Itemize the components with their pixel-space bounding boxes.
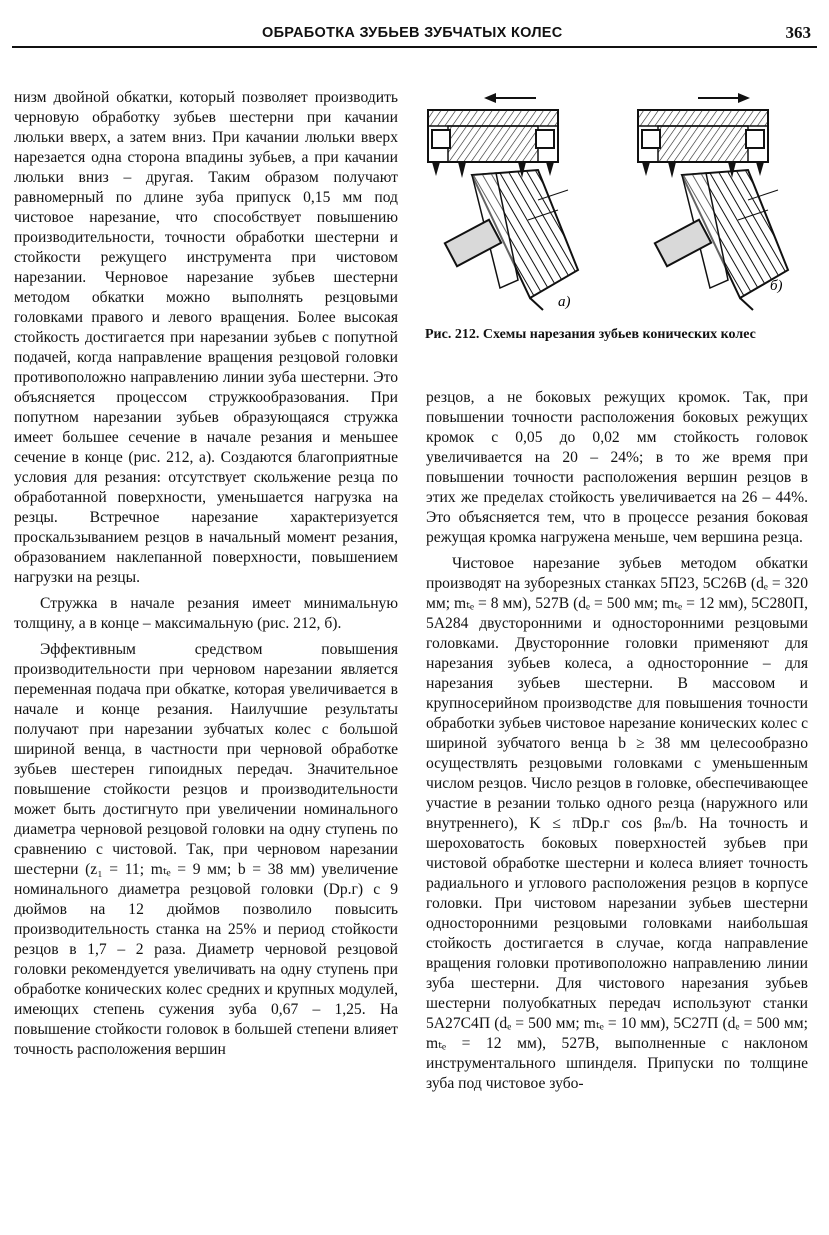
- scheme-a-label: а): [558, 294, 571, 310]
- page-header: [12, 22, 817, 48]
- paragraph: Чистовое нарезание зубьев методом обкатки производят на зуборезных станках 5П23, 5С26В (dₑ = 320 мм; mₜₑ = 8 мм), 527В (dₑ = 500 мм; mₜₑ = 12 мм), 5С280П, 5А284 двусторонними и односторонними резцовыми головками. Двусторонние головки применяют для нарезания зубьев колеса, а односторонние – для нарезания зубьев шестерни. В массовом и крупносерийном производстве для повышения точности обработки зубьев чистовое нарезание конических колес с шириной зубчатого венца b ≥ 38 мм целесообразно осуществлять резцовыми головками с уменьшенным числом резцов. Число резцов в головке, обеспечивающее участие в резании только одного резца (наружного или внутреннего), K ≤ πDр.г cos βₘ/b. На точность и шероховатость боковых поверхностей зубьев при чистовой обработке шестерни и колеса влияет точность радиального и углового расположения резцов в корпусе головки. При чистовом нарезании зубьев шестерни односторонними резцовыми головками наибольшая стойкость достигается в случае, когда направление вращения головки противоположно направлению линии зуба шестерни. Для чистового нарезания зубьев шестерни полуобкатных передач используют станки 5А27С4П (dₑ = 500 мм; mₜₑ = 10 мм), 5С27П (dₑ = 500 мм; mₜₑ = 12 мм), 527В, выполненные с наклоном инструментального шпинделя. Припуски по толщине зуба под чистовое зубо-: [426, 555, 808, 1092]
- paragraph: Стружка в начале резания имеет минимальную толщину, а в конце – максимальную (рис. 212, б).: [14, 595, 398, 632]
- page-number: 363: [785, 23, 811, 42]
- figure-caption: Рис. 212. Схемы нарезания зубьев конических колес: [425, 327, 756, 342]
- running-head-title: ОБРАБОТКА ЗУБЬЕВ ЗУБЧАТЫХ КОЛЕС: [262, 25, 563, 41]
- left-text-column: [14, 88, 398, 1060]
- paragraph: резцов, а не боковых режущих кромок. Так, при повышении точности расположения боковых режущих кромок с 0,05 до 0,02 мм стойкость головок увеличивается на 20 – 24%; в то же время при повышении точности расположения вершин резцов в этих же пределах стойкость увеличивается на 26 – 44%. Это объясняется тем, что в процессе резания боковая режущая кромка нагружена меньше, чем вершина резца.: [426, 389, 808, 546]
- right-text-column: [426, 388, 808, 1094]
- paragraph: Эффективным средством повышения производительности при черновом нарезании является переменная подача при обкатке, которая увеличивается в начале и конце резания. Наилучшие результаты получают при нарезании зубчатых колес с большой шириной венца, в частности при черновой обработке зубьев шестерен гипоидных передач. Значительное повышение стойкости резцов и производительности может быть достигнуто при увеличении номинального диаметра черновой резцовой головки на одну ступень по сравнению с чистовой. Так, при черновом нарезании шестерни (z₁ = 11; mₜₑ = 9 мм; b = 38 мм) увеличение номинального диаметра резцовой головки (Dр.г) с 9 дюймов на 12 дюймов позволило повысить производительность станка на 25% и период стойкости резцов в 1,7 – 2 раза. Диаметр черновой резцовой головки рекомендуется увеличивать на одну ступень при обработке конических колес средних и крупных модулей, имеющих степень сужения зуба 0,67 – 1,25. На повышение стойкости головок в большей степени влияет точность расположения вершин: [14, 641, 398, 1058]
- figure-212: [418, 80, 818, 320]
- bevel-gear-cutting-diagram: [418, 80, 818, 320]
- scheme-b-label: б): [770, 278, 783, 294]
- scheme-a: [428, 93, 578, 310]
- paragraph: низм двойной обкатки, который позволяет производить черновую обработку зубьев шестерни при качании люльки вверх, а затем вниз. При качании люльки вверх нарезается одна сторона впадины зубьев, а при качании люльки вниз – другая. Таким образом получают равномерный по длине зуба припуск 0,15 мм под чистовое нарезание, что способствует повышению производительности, точности обработки шестерни и стойкости режущего инструмента при чистовом нарезании. Черновое нарезание зубьев шестерни методом обкатки можно выполнять резцовыми головками правого и левого вращения. Более высокая стойкость достигается при нарезании зубьев с попутной подачей, когда направление вращения резцовой головки противоположно направлению линии зуба шестерни. Это объясняется процессом стружкообразования. При попутном нарезании зубьев образующаяся стружка имеет большее сечение в начале резания и меньшее сечение в конце (рис. 212, а). Создаются благоприятные условия для резания: отсутствует скольжение резца по обработанной поверхности, уменьшается нагрузка на резцы. Встречное нарезание характеризуется проскальзыванием резцов в начальный момент резания, образованием наклепанной поверхности, повышением нагрузки на резцы.: [14, 89, 398, 586]
- scheme-b: [638, 93, 788, 310]
